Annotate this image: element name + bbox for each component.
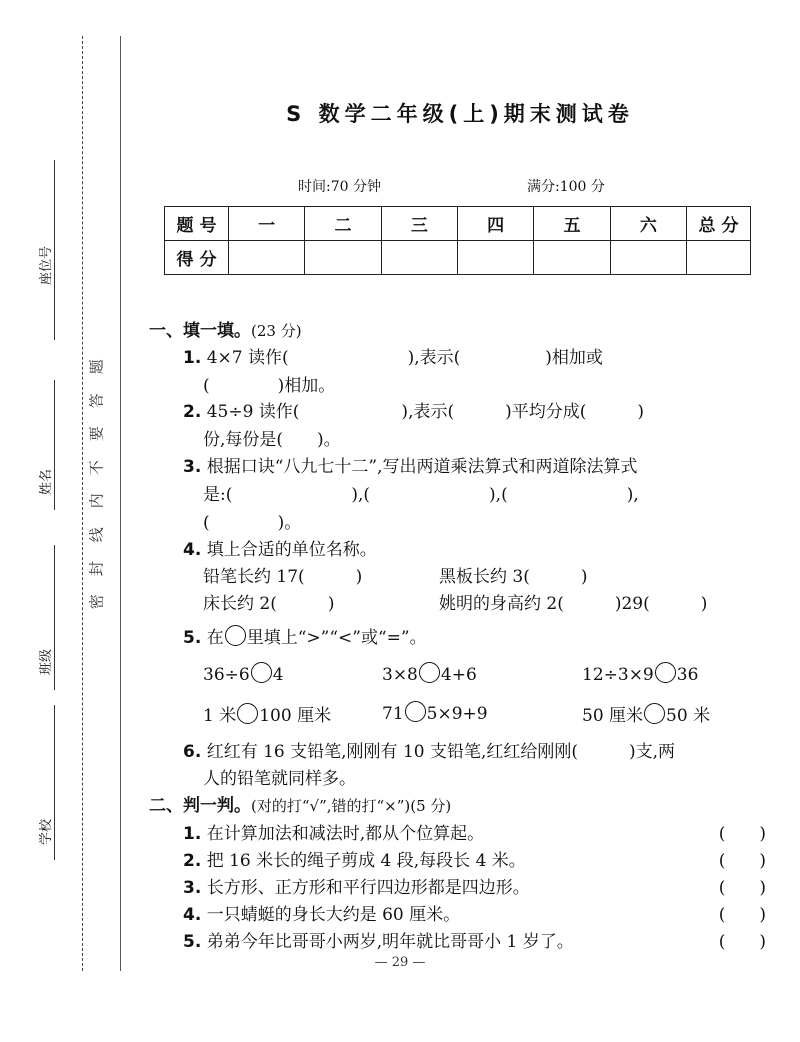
seal-char: 答 — [87, 392, 106, 408]
score-table-cell: 三 — [381, 207, 457, 241]
seal-char: 密 — [87, 594, 106, 610]
judge-number: 1. — [183, 824, 202, 844]
q5-left: 12÷3×9 — [582, 665, 654, 685]
q5-item — [203, 701, 331, 726]
q3-number: 3. — [183, 457, 202, 477]
q5-post: 里填上“>”“<”或“=”。 — [246, 628, 427, 648]
q6-number: 6. — [183, 742, 202, 762]
compare-circle-blank[interactable] — [419, 662, 440, 683]
q2-line-2 — [203, 425, 341, 450]
q5-left: 1 米 — [203, 706, 237, 726]
exam-title: S 数学二年级(上)期末测试卷 — [286, 102, 634, 126]
q6-line-1 — [183, 737, 675, 762]
score-input-cell[interactable] — [229, 241, 305, 275]
dashed-cut-line — [82, 36, 83, 971]
school-line — [54, 705, 55, 860]
q5-pre: 在 — [206, 628, 224, 648]
seal-char: 不 — [87, 460, 106, 476]
q5-item — [382, 662, 477, 685]
q5-left: 50 厘米 — [582, 706, 644, 726]
score-input-cell[interactable] — [687, 241, 751, 275]
score-table-cell: 一 — [229, 207, 305, 241]
seal-char: 要 — [87, 426, 106, 442]
compare-circle-blank[interactable] — [237, 703, 258, 724]
compare-circle-blank[interactable] — [251, 662, 272, 683]
exam-full-score: 满分:100 分 — [527, 179, 605, 195]
q5-left: 71 — [382, 704, 404, 724]
judge-text: 在计算加法和减法时,都从个位算起。 — [206, 824, 485, 844]
judge-text: 长方形、正方形和平行四边形都是四边形。 — [206, 878, 530, 898]
q5-right: 5×9+9 — [426, 704, 488, 724]
seal-char: 线 — [87, 527, 106, 543]
q4-item-b: 黑板长约 3( ) — [439, 567, 588, 587]
judge-answer-blank[interactable]: ( ) — [718, 932, 766, 952]
q5-left: 36÷6 — [203, 665, 250, 685]
name-label: 姓名 — [39, 468, 54, 495]
q5-item — [203, 662, 284, 685]
section-1-score: (23 分) — [251, 322, 302, 340]
seat-label: 座位号 — [39, 245, 54, 285]
q5-right: 4+6 — [440, 665, 477, 685]
score-table-score-row — [165, 241, 751, 275]
section-2-title: 二、判一判。 — [149, 796, 251, 816]
judge-item — [183, 873, 530, 898]
q4-item-c: 床长约 2( ) — [203, 594, 335, 614]
score-table-cell: 得 分 — [165, 241, 229, 275]
judge-answer-blank[interactable]: ( ) — [718, 824, 766, 844]
q5-item — [582, 701, 710, 726]
q6-line-2 — [203, 764, 356, 789]
seal-char: 封 — [87, 560, 106, 576]
compare-circle-blank[interactable] — [405, 701, 426, 722]
judge-item — [183, 927, 574, 952]
score-table-header-row — [165, 207, 751, 241]
judge-answer-blank[interactable]: ( ) — [718, 878, 766, 898]
page-number: — 29 — — [374, 955, 426, 970]
q3-line-1 — [183, 452, 638, 477]
score-input-cell[interactable] — [610, 241, 686, 275]
q3-line-2 — [203, 480, 639, 505]
score-table-cell: 六 — [610, 207, 686, 241]
q4-line-1 — [183, 535, 377, 560]
q1-number: 1. — [183, 348, 202, 368]
judge-answer-blank[interactable]: ( ) — [718, 851, 766, 871]
q5-number: 5. — [183, 628, 202, 648]
q1-line-2 — [203, 371, 335, 396]
q5-item — [582, 662, 698, 685]
q5-item — [382, 701, 488, 724]
class-line — [54, 545, 55, 690]
seal-char: 题 — [87, 359, 106, 375]
q3-text: 根据口诀“八九七十二”,写出两道乘法算式和两道除法算式 — [206, 457, 638, 477]
q5-left: 3×8 — [382, 665, 418, 685]
q4-item-a: 铅笔长约 17( ) — [203, 567, 363, 587]
q2-text: 45÷9 读作( ),表示( )平均分成( ) — [206, 402, 644, 422]
q6-text-2: 人的铅笔就同样多。 — [203, 769, 356, 789]
q5-right: 36 — [676, 665, 699, 685]
section-1-heading — [149, 316, 302, 341]
score-input-cell[interactable] — [534, 241, 610, 275]
score-table — [164, 206, 751, 275]
section-1-title: 一、填一填。 — [149, 321, 251, 341]
q1-text: 4×7 读作( ),表示( )相加或 — [206, 348, 603, 368]
q4-number: 4. — [183, 540, 202, 560]
q2-text-2: 份,每份是( )。 — [203, 430, 341, 450]
score-input-cell[interactable] — [457, 241, 533, 275]
compare-circle-icon — [225, 625, 246, 646]
compare-circle-blank[interactable] — [644, 703, 665, 724]
judge-text: 把 16 米长的绳子剪成 4 段,每段长 4 米。 — [206, 851, 526, 871]
section-2-note: (对的打“√”,错的打“×”)(5 分) — [251, 797, 452, 815]
score-input-cell[interactable] — [305, 241, 381, 275]
q5-right: 4 — [272, 665, 284, 685]
judge-text: 弟弟今年比哥哥小两岁,明年就比哥哥小 1 岁了。 — [206, 932, 574, 952]
judge-number: 2. — [183, 851, 202, 871]
score-table-cell: 总 分 — [687, 207, 751, 241]
q6-text: 红红有 16 支铅笔,刚刚有 10 支铅笔,红红给刚刚( )支,两 — [206, 742, 676, 762]
judge-number: 5. — [183, 932, 202, 952]
q3-text-3: ( )。 — [203, 513, 302, 533]
q4-text: 填上合适的单位名称。 — [206, 540, 377, 560]
q5-line-1 — [183, 623, 427, 648]
seal-char: 内 — [87, 493, 106, 509]
exam-time: 时间:70 分钟 — [298, 179, 381, 195]
seat-line — [54, 160, 55, 340]
q2-line-1 — [183, 397, 644, 422]
q4-item-d: 姚明的身高约 2( )29( ) — [439, 594, 708, 614]
compare-circle-blank[interactable] — [655, 662, 676, 683]
school-label: 学校 — [39, 818, 54, 845]
q1-line-1 — [183, 343, 603, 368]
judge-answer-blank[interactable]: ( ) — [718, 905, 766, 925]
score-input-cell[interactable] — [381, 241, 457, 275]
score-table-cell: 五 — [534, 207, 610, 241]
section-2-heading — [149, 791, 451, 816]
judge-number: 4. — [183, 905, 202, 925]
judge-text: 一只蜻蜓的身长大约是 60 厘米。 — [206, 905, 461, 925]
judge-item — [183, 846, 526, 871]
q5-right: 50 米 — [666, 706, 711, 726]
name-line — [54, 380, 55, 510]
judge-item — [183, 819, 484, 844]
q3-text-2: 是:( ),( ),( ), — [203, 485, 639, 505]
q3-line-3 — [203, 508, 301, 533]
seal-notice-text — [87, 350, 113, 619]
q1-text-2: ( )相加。 — [203, 376, 336, 396]
judge-item — [183, 900, 460, 925]
judge-number: 3. — [183, 878, 202, 898]
q2-number: 2. — [183, 402, 202, 422]
class-label: 班级 — [39, 648, 54, 675]
score-table-cell: 二 — [305, 207, 381, 241]
score-table-cell: 四 — [457, 207, 533, 241]
q5-right: 100 厘米 — [259, 706, 332, 726]
score-table-cell: 题 号 — [165, 207, 229, 241]
